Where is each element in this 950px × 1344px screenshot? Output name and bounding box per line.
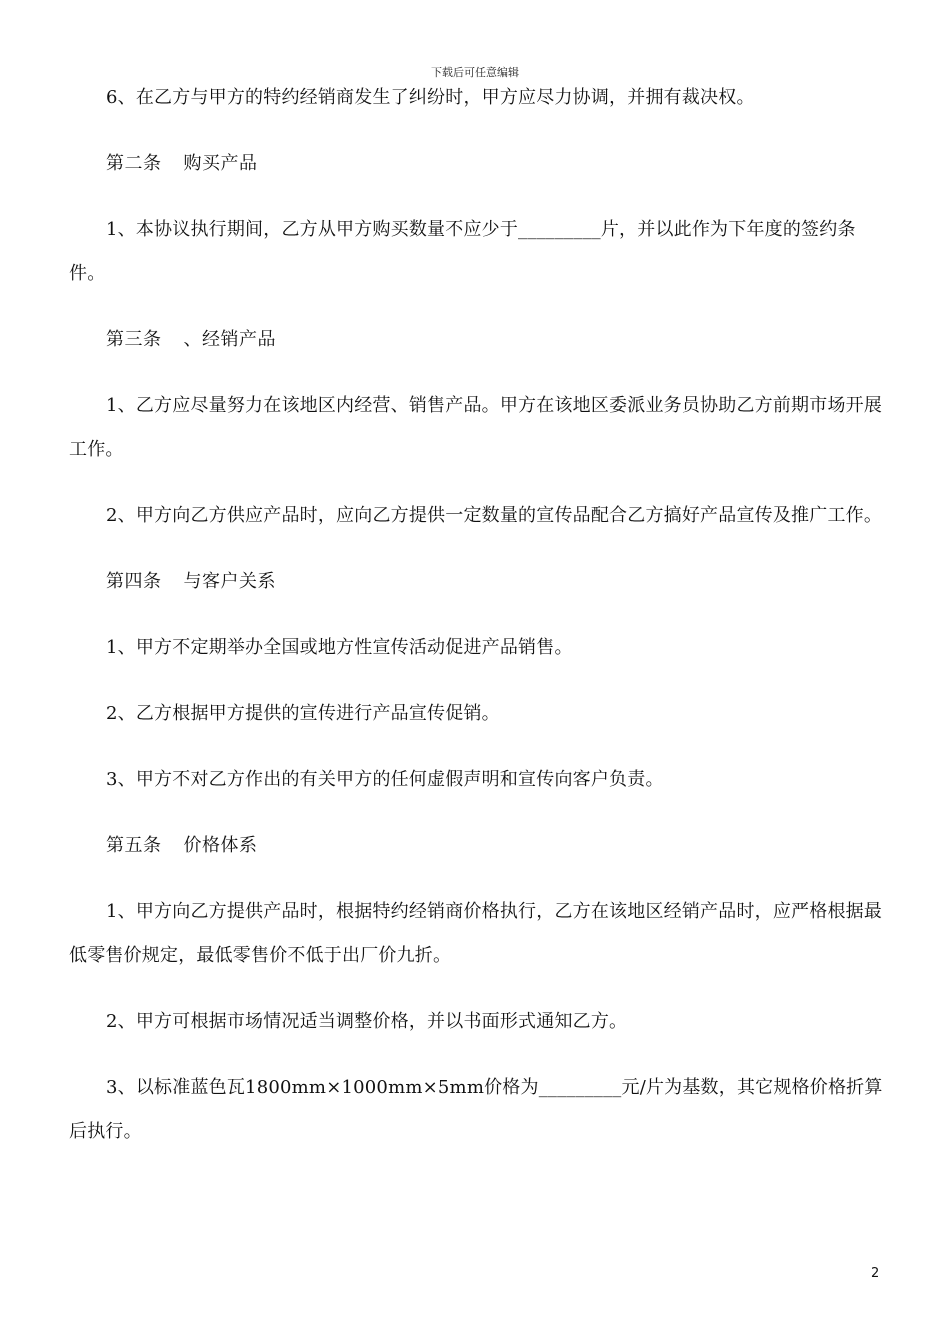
- paragraph: 3、以标准蓝色瓦1800mm×1000mm×5mm价格为_________元/片为基数，其它规格价格折算后执行。: [69, 1077, 883, 1142]
- section-heading: [69, 142, 883, 186]
- section-title: 与客户关系: [183, 571, 276, 592]
- section-title: 价格体系: [183, 835, 258, 856]
- paragraph: 1、甲方不定期举办全国或地方性宣传活动促进产品销售。: [106, 637, 573, 658]
- paragraph: 1、甲方向乙方提供产品时，根据特约经销商价格执行，乙方在该地区经销产品时，应严格根据最低零售价规定，最低零售价不低于出厂价九折。: [69, 901, 883, 966]
- section-number: 第五条: [106, 835, 162, 856]
- section-number: 第三条: [106, 329, 162, 350]
- section-number: 第二条: [106, 153, 162, 174]
- paragraph: 3、甲方不对乙方作出的有关甲方的任何虚假声明和宣传向客户负责。: [106, 769, 664, 790]
- paragraph: 6、在乙方与甲方的特约经销商发生了纠纷时，甲方应尽力协调，并拥有裁决权。: [106, 87, 755, 108]
- paragraph: 2、甲方向乙方供应产品时，应向乙方提供一定数量的宣传品配合乙方搞好产品宣传及推广工作。: [106, 505, 883, 526]
- section-title: 、经销产品: [183, 329, 276, 350]
- header-note: 下载后可任意编辑: [431, 66, 519, 79]
- section-heading: [69, 824, 883, 868]
- section-heading: [69, 318, 883, 362]
- paragraph: 1、乙方应尽量努力在该地区内经营、销售产品。甲方在该地区委派业务员协助乙方前期市场开展工作。: [69, 395, 883, 460]
- section-number: 第四条: [106, 571, 162, 592]
- document-body: [69, 76, 883, 1154]
- section-heading: [69, 560, 883, 604]
- paragraph: 1、本协议执行期间，乙方从甲方购买数量不应少于_________片，并以此作为下年度的签约条件。: [69, 219, 856, 284]
- section-title: 购买产品: [183, 153, 258, 174]
- page-number: 2: [871, 1266, 880, 1281]
- paragraph: 2、甲方可根据市场情况适当调整价格，并以书面形式通知乙方。: [106, 1011, 628, 1032]
- paragraph: 2、乙方根据甲方提供的宣传进行产品宣传促销。: [106, 703, 500, 724]
